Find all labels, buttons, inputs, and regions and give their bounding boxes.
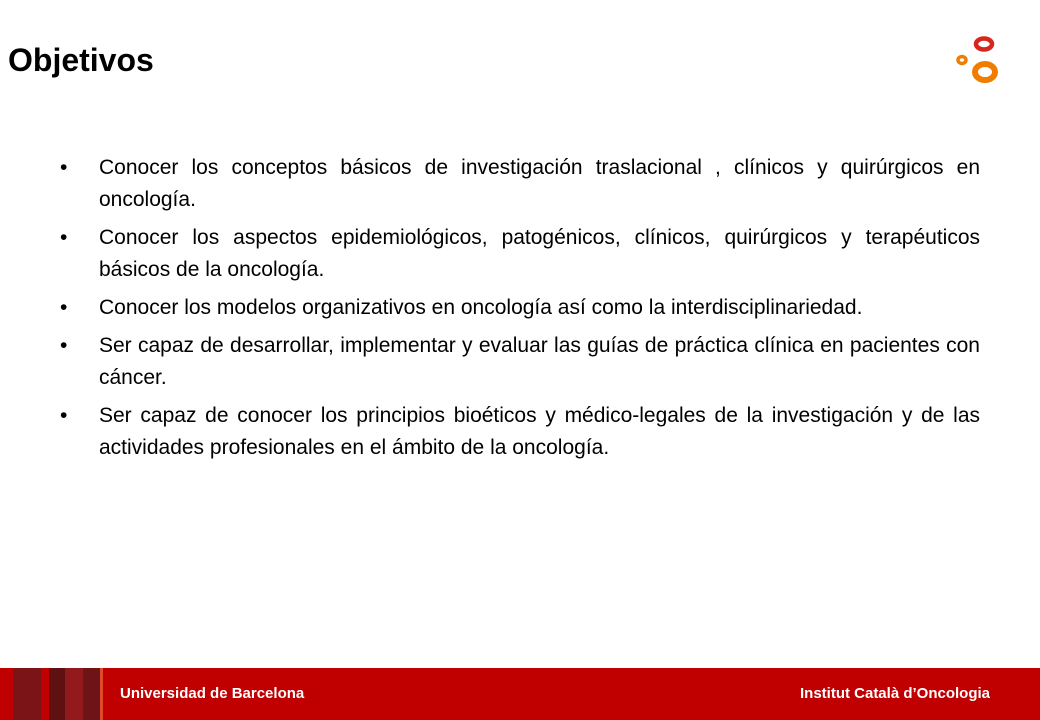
bullet-dot: • (60, 226, 68, 249)
objective-item (60, 400, 980, 464)
footer-institute: Institut Català d’Oncologia (799, 685, 990, 702)
footer-stripe (49, 668, 65, 720)
objectives-list (60, 152, 980, 470)
objective-text: Conocer los aspectos epidemiológicos, patogénicos, clínicos, quirúrgicos y terapéuticos básicos de la oncología. (99, 226, 980, 281)
ico-logo-icon (952, 34, 1004, 88)
objective-text: Ser capaz de desarrollar, implementar y evaluar las guías de práctica clínica en pacientes con cáncer. (99, 334, 980, 389)
objective-item (60, 292, 980, 324)
footer-stripe (41, 668, 49, 720)
objective-item (60, 152, 980, 216)
objective-item (60, 330, 980, 394)
bullet-dot: • (60, 156, 68, 179)
footer-stripe (100, 668, 103, 720)
footer-university: Universidad de Barcelona (120, 685, 305, 702)
bullet-dot: • (60, 334, 68, 357)
footer-stripe (0, 668, 13, 720)
footer-stripe (13, 668, 41, 720)
objective-text: Conocer los modelos organizativos en oncología así como la interdisciplinariedad. (99, 296, 863, 319)
bullet-dot: • (60, 296, 68, 319)
objective-text: Conocer los conceptos básicos de investigación traslacional , clínicos y quirúrgicos en oncología. (99, 156, 980, 211)
slide-title: Objetivos (8, 42, 154, 78)
footer-stripe (65, 668, 83, 720)
footer-bar (0, 668, 1040, 720)
bullet-dot: • (60, 404, 68, 427)
footer-stripe (83, 668, 100, 720)
objective-text: Ser capaz de conocer los principios bioéticos y médico-legales de la investigación y de las actividades profesionales en el ámbito de la oncología. (99, 404, 980, 459)
objective-item (60, 222, 980, 286)
